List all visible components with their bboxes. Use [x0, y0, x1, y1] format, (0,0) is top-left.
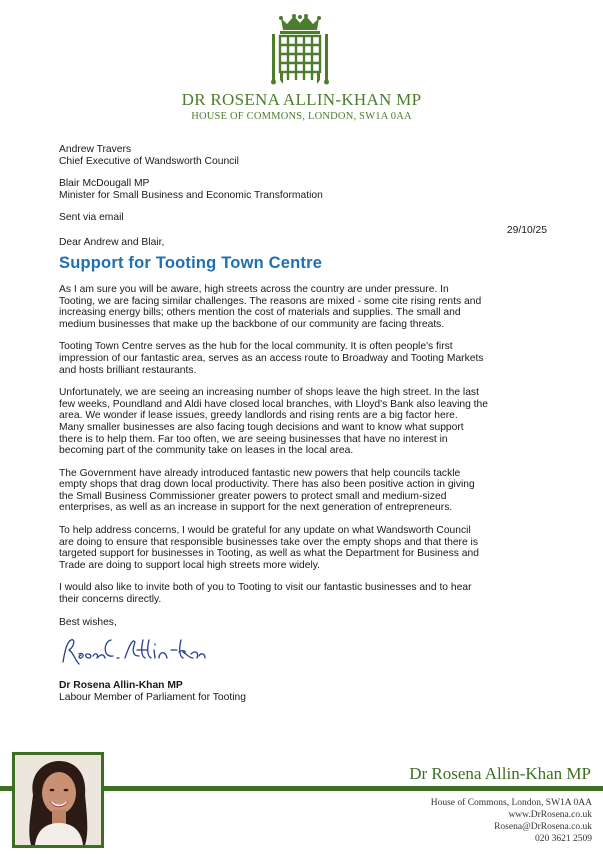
paragraph-line: are doing to ensure that responsible businesses take over the empty shops and that there is	[59, 536, 478, 548]
paragraph-line: their concerns directly.	[59, 594, 162, 606]
recipient-block	[59, 144, 547, 167]
paragraph-line: targeted support for businesses in Tooting, as well as what the Department for Business and	[59, 548, 479, 560]
paragraph-line: impression of our fantastic area, serves as an access route to Broadway and Tooting Markets	[59, 352, 484, 364]
letter-body	[59, 144, 547, 703]
paragraph-line: enterprises, as well as an increase in support for the next generation of entrepreneurs.	[59, 502, 453, 514]
paragraph-line: becoming part of the community take on leases in the local area.	[59, 445, 354, 457]
footer-phone: 020 3621 2509	[535, 834, 592, 844]
paragraph	[59, 387, 547, 457]
letterhead-name: DR ROSENA ALLIN-KHAN MP	[181, 90, 422, 109]
mp-photo	[12, 752, 104, 848]
signoff: Best wishes,	[59, 616, 117, 628]
letterhead-address: HOUSE OF COMMONS, LONDON, SW1A 0AA	[191, 111, 412, 122]
sent-and-date-row	[59, 212, 547, 237]
recipient-title: Minister for Small Business and Economic Transformation	[59, 189, 323, 201]
paragraph-line: Trade are doing to support local high streets more widely.	[59, 559, 320, 571]
paragraph-line: increasing energy bills; others mention the cost of materials and supplies. The small and	[59, 307, 461, 319]
paragraph-line: The Government have already introduced fantastic new powers that help councils tackle	[59, 467, 461, 479]
letter-subject: Support for Tooting Town Centre	[59, 253, 323, 272]
footer-website[interactable]: www.DrRosena.co.uk	[508, 810, 592, 820]
letter-date: 29/10/25	[506, 225, 547, 237]
paragraph-line: area. We wonder if lease issues, greedy landlords and rising rents are a big factor here.	[59, 410, 458, 422]
paragraph-line: I would also like to invite both of you to Tooting to visit our fantastic businesses and to hear	[59, 582, 472, 594]
mp-portrait-icon	[15, 755, 101, 845]
paragraph-line: few weeks, Poundland and Aldi have closed local branches, with Lloyd's Bank also leaving the	[59, 398, 488, 410]
paragraph	[59, 284, 547, 330]
paragraph-line: To help address concerns, I would be grateful for any update on what Wandsworth Council	[59, 525, 471, 537]
recipient-title: Chief Executive of Wandsworth Council	[59, 155, 239, 167]
signature	[59, 632, 209, 672]
paragraph-line: Tooting, we are facing similar challenges. The reasons are mixed - some cite rising rents and	[59, 295, 482, 307]
salutation: Dear Andrew and Blair,	[59, 237, 165, 249]
paragraph-line: Many smaller businesses are also facing tough decisions and want to know what support	[59, 421, 464, 433]
paragraph-line: As I am sure you will be aware, high streets across the country are under pressure. In	[59, 283, 449, 295]
paragraph	[59, 582, 547, 605]
paragraph-line: medium businesses that make up the backbone of our community are facing threats.	[59, 318, 445, 330]
paragraph	[59, 341, 547, 376]
paragraph-line: Unfortunately, we are seeing an increasing number of shops leave the high street. In the last	[59, 387, 479, 399]
footer-contact	[431, 797, 592, 845]
footer-address: House of Commons, London, SW1A 0AA	[430, 798, 592, 808]
footer-name: Dr Rosena Allin-Khan MP	[409, 764, 591, 783]
paragraph-line: Tooting Town Centre serves as the hub for the local community. It is often people's first	[59, 341, 453, 353]
portcullis-icon	[267, 14, 333, 88]
paragraph	[59, 468, 547, 514]
paragraph-line: there is to help them. Far too often, we are seeing businesses that have no interest in	[59, 433, 448, 445]
paragraph-line: the Small Business Commissioner greater powers to protect small and medium-sized	[59, 490, 447, 502]
signer-name: Dr Rosena Allin-Khan MP	[59, 680, 183, 692]
recipient-block	[59, 178, 547, 201]
paragraph-line: and hosts brilliant restaurants.	[59, 364, 197, 376]
sent-via: Sent via email	[59, 212, 124, 224]
footer-email[interactable]: Rosena@DrRosena.co.uk	[494, 822, 592, 832]
recipient-name: Andrew Travers	[59, 144, 132, 155]
recipient-name: Blair McDougall MP	[59, 178, 150, 190]
paragraph	[59, 525, 547, 571]
paragraph-line: empty shops that drag down local productivity. There has also been positive action in giving	[59, 479, 475, 491]
signer-role: Labour Member of Parliament for Tooting	[59, 691, 246, 703]
